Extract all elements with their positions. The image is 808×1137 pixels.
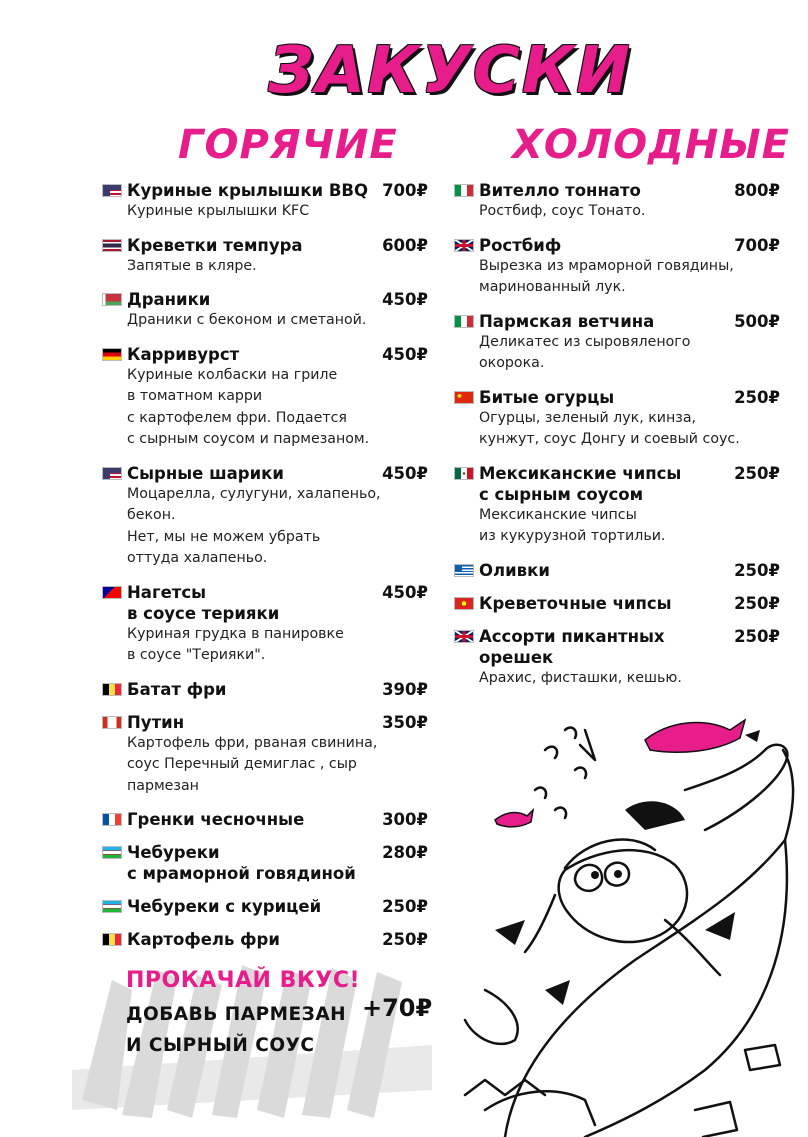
menu-item-description: с картофелем фри. Подается	[127, 409, 347, 426]
menu-item-name: Пармская ветчина	[479, 311, 655, 331]
menu-item-price: 250₽	[734, 560, 780, 580]
menu-item-name: Нагетсы в соусе терияки	[127, 582, 280, 623]
menu-item-price: 250₽	[734, 626, 780, 646]
menu-item-header	[102, 344, 428, 365]
menu-item-price: 800₽	[734, 181, 780, 200]
menu-item-description: Куриная грудка в панировке	[127, 625, 344, 642]
menu-item-header	[102, 289, 428, 310]
menu-item-description: Арахис, фисташки, кешью.	[479, 669, 682, 686]
cold-menu-item	[454, 560, 780, 581]
menu-item-description: маринованный лук.	[479, 279, 626, 295]
flag-greece-icon	[454, 564, 474, 577]
menu-item-price: 450₽	[382, 344, 428, 364]
hot-menu-item	[102, 679, 428, 700]
menu-item-header	[102, 842, 428, 884]
menu-item-name: Куриные крылышки BBQ	[127, 181, 369, 200]
menu-item-price: 700₽	[734, 235, 780, 255]
cold-section-heading: ХОЛОДНЫЕ	[512, 122, 790, 168]
menu-item-description: Ростбиф, соус Тонато.	[479, 203, 646, 219]
menu-item-header	[454, 626, 780, 668]
menu-item-name: Путин	[127, 712, 185, 732]
menu-item-price: 250₽	[382, 930, 428, 949]
hot-section-heading: ГОРЯЧИЕ	[178, 122, 398, 168]
menu-item-price: 600₽	[382, 235, 428, 255]
flag-uzbekistan-icon	[102, 900, 122, 913]
menu-item-name: Чебуреки с курицей	[127, 897, 322, 916]
menu-item-header	[102, 235, 428, 256]
menu-item-header	[102, 896, 428, 917]
hot-menu-item	[102, 896, 428, 917]
flag-italy-icon	[454, 184, 474, 197]
promo-title: ПРОКАЧАЙ ВКУС!	[126, 968, 361, 993]
menu-item-description: оттуда халапеньо.	[127, 550, 268, 566]
hot-menu-item	[102, 344, 428, 451]
menu-item-description: Вырезка из мраморной говядины,	[479, 257, 734, 274]
hot-menu-item	[102, 842, 428, 884]
menu-item-header	[454, 387, 780, 408]
hot-menu-item	[102, 235, 428, 278]
menu-item-price: 700₽	[382, 181, 428, 200]
menu-item-name: Битые огурцы	[479, 387, 615, 407]
menu-item-header	[102, 679, 428, 700]
menu-item-name: Картофель фри	[127, 930, 280, 949]
menu-item-description: Деликатес из сыровяленого	[479, 333, 691, 350]
hot-menu-item	[102, 463, 428, 570]
flag-china-icon	[454, 391, 474, 404]
menu-item-header	[102, 582, 428, 624]
menu-item-description: Нет, мы не можем убрать	[127, 528, 321, 545]
menu-item-price: 250₽	[734, 463, 780, 483]
cold-menu-item	[454, 463, 780, 548]
menu-item-name: Батат фри	[127, 679, 227, 699]
cold-menu-item	[454, 626, 780, 690]
flag-vietnam-icon	[454, 597, 474, 610]
flag-uk-icon	[454, 630, 474, 643]
menu-item-description: бекон.	[127, 507, 176, 523]
menu-item-description: соус Перечный демиглас , сыр	[127, 756, 357, 772]
menu-item-price: 350₽	[382, 712, 428, 732]
flag-usa-icon	[102, 467, 122, 480]
menu-item-price: 280₽	[382, 843, 428, 862]
menu-item-price: 450₽	[382, 582, 428, 602]
menu-item-header	[454, 560, 780, 581]
cold-menu-item	[454, 387, 780, 451]
menu-item-header	[454, 180, 780, 201]
menu-item-name: Гренки чесночные	[127, 810, 305, 829]
flag-canada-icon	[102, 716, 122, 729]
flag-belgium-icon	[102, 683, 122, 696]
flag-germany-icon	[102, 348, 122, 361]
menu-item-name: Карривурст	[127, 344, 240, 364]
menu-item-price: 450₽	[382, 290, 428, 309]
menu-item-name: Чебуреки с мраморной говядиной	[127, 843, 356, 883]
menu-item-name: Ростбиф	[479, 235, 562, 255]
menu-item-description: Моцарелла, сулугуни, халапеньо,	[127, 485, 381, 502]
flag-belarus-icon	[102, 293, 122, 306]
cold-menu-item	[454, 235, 780, 299]
hot-menu-item	[102, 289, 428, 332]
menu-item-price: 300₽	[382, 810, 428, 829]
diver-shark-illustration	[445, 690, 808, 1137]
flag-italy-icon	[454, 315, 474, 328]
hot-menu-item	[102, 929, 428, 950]
hot-menu-item	[102, 180, 428, 223]
menu-item-header	[454, 593, 780, 614]
menu-item-description: Картофель фри, рваная свинина,	[127, 734, 378, 751]
flag-uk-icon	[454, 239, 474, 252]
menu-item-description: Мексиканские чипсы	[479, 506, 637, 523]
menu-item-price: 390₽	[382, 679, 428, 699]
menu-item-description: в соусе "Терияки".	[127, 647, 266, 663]
menu-item-price: 250₽	[734, 593, 780, 613]
menu-item-description: Драники с беконом и сметаной.	[127, 312, 367, 328]
flag-belgium-icon	[102, 933, 122, 946]
menu-item-name: Вителло тоннато	[479, 181, 641, 200]
menu-item-price: 450₽	[382, 463, 428, 483]
flag-thailand-icon	[102, 239, 122, 252]
menu-item-description: пармезан	[127, 777, 199, 794]
promo-line-2: И СЫРНЫЙ СОУС	[126, 1035, 315, 1056]
menu-item-name: Сырные шарики	[127, 463, 284, 483]
cold-menu-item	[454, 311, 780, 375]
menu-item-name: Креветки темпура	[127, 235, 303, 255]
menu-item-name: Ассорти пикантных орешек	[479, 626, 665, 667]
flag-mexico-icon	[454, 467, 474, 480]
menu-item-description: окорока.	[479, 355, 545, 371]
cold-menu-list	[454, 180, 780, 701]
menu-item-price: 250₽	[382, 897, 428, 916]
flag-france-icon	[102, 813, 122, 826]
hot-menu-item	[102, 712, 428, 798]
page-title: ЗАКУСКИ	[268, 34, 632, 108]
menu-item-header	[102, 463, 428, 484]
hot-menu-item	[102, 809, 428, 830]
cold-menu-item	[454, 593, 780, 614]
menu-item-description: Куриные колбаски на гриле	[127, 366, 338, 383]
menu-item-price: 250₽	[734, 387, 780, 407]
hot-menu-item	[102, 582, 428, 667]
menu-item-description: кунжут, соус Донгу и соевый соус.	[479, 431, 740, 447]
menu-item-header	[454, 463, 780, 505]
flag-usa-icon	[102, 184, 122, 197]
menu-item-price: 500₽	[734, 311, 780, 331]
promo-line-1: ДОБАВЬ ПАРМЕЗАН	[126, 1004, 347, 1025]
menu-item-name: Креветочные чипсы	[479, 593, 672, 613]
menu-item-header	[102, 712, 428, 733]
hot-menu-list	[102, 180, 428, 962]
flag-uzbekistan-icon	[102, 846, 122, 859]
menu-item-description: Запятые в кляре.	[127, 257, 257, 274]
menu-item-header	[454, 235, 780, 256]
flag-taiwan-icon	[102, 586, 122, 599]
menu-item-header	[454, 311, 780, 332]
menu-item-description: из кукурузной тортильи.	[479, 528, 666, 544]
menu-item-name: Оливки	[479, 560, 550, 580]
menu-item-name: Драники	[127, 290, 211, 309]
menu-item-description: Куриные крылышки KFC	[127, 203, 310, 219]
menu-item-description: в томатном карри	[127, 388, 263, 404]
menu-item-description: Огурцы, зеленый лук, кинза,	[479, 409, 697, 426]
promo-price: +70₽	[362, 994, 433, 1022]
cold-menu-item	[454, 180, 780, 223]
menu-item-header	[102, 929, 428, 950]
menu-item-name: Мексиканские чипсы с сырным соусом	[479, 463, 682, 504]
menu-item-header	[102, 180, 428, 201]
menu-item-description: с сырным соусом и пармезаном.	[127, 431, 370, 447]
menu-item-header	[102, 809, 428, 830]
